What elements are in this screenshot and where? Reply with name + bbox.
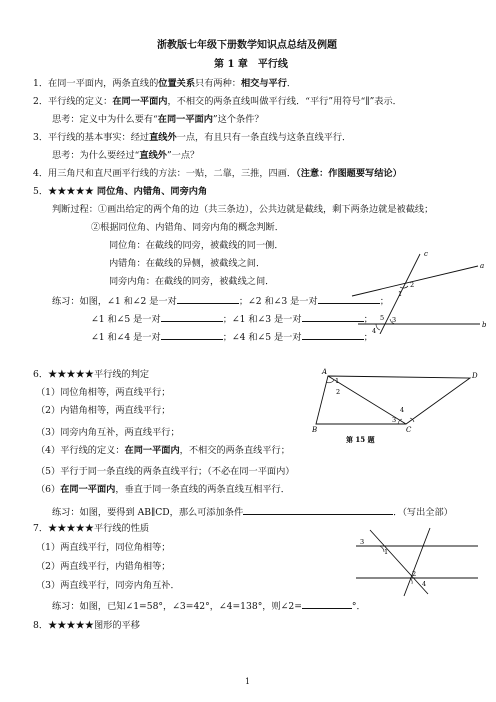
answer-blank[interactable] [177,294,239,304]
fig1-label: b [482,321,487,329]
fig1-label: 3 [392,316,397,324]
fig2-caption: 第 15 题 [346,435,375,444]
fig3-label: 4 [422,580,427,588]
answer-blank[interactable] [243,505,393,515]
fig3-label: 2 [412,570,417,578]
figure-parallel-lines [352,524,482,600]
chapter-heading: 第 1 章 平行线 [214,59,288,70]
answer-blank[interactable] [161,330,223,340]
page-number: 1 [245,677,251,686]
answer-blank[interactable] [302,599,352,609]
item-6-rule-3: （3）同旁内角互补，两直线平行； [36,427,180,438]
item-8: 8．★★★★★图形的平移 [33,620,140,631]
item-2-think: 思考：定义中为什么要有“在同一平面内”这个条件？ [52,114,264,125]
item-7: 7．★★★★★平行线的性质 [33,523,150,534]
item-7-rule-2: （2）两直线平行，内错角相等； [36,561,171,572]
item-4: 4．用三角尺和直尺画平行线的方法：一贴，二靠，三推，四画．（注意：作图题要写结论） [33,168,402,179]
figure-transversal [350,244,490,334]
item-5-exercise-3: ∠1 和∠4 是一对 ；∠4 和∠5 是一对 ； [91,332,373,343]
fig1-label: 5 [380,314,385,322]
item-7-exercise: 练习：如图，已知∠1=58°，∠3=42°，∠4=138°，则∠2= °． [52,601,366,612]
item-5-exercise-1: 练习：如图，∠1 和∠2 是一对 ；∠2 和∠3 是一对 ； [52,296,389,307]
item-7-rule-1: （1）两直线平行，同位角相等； [36,542,171,553]
figure-quadrilateral [312,366,482,446]
item-6-rule-4: （4）平行线的定义：在同一平面内，不相交的两条直线平行； [36,445,290,456]
answer-blank[interactable] [161,312,223,322]
fig2-label: 2 [336,388,341,396]
fig2-label: A [322,368,328,376]
item-5-corresponding: 同位角：在截线的同旁，被截线的同一侧． [109,240,284,251]
document-title: 浙教版七年级下册数学知识点总结及例题 [157,40,337,51]
fig1-label: 2 [410,281,415,289]
item-5-step2: ②根据同位角、内错角、同旁内角的概念判断． [91,222,284,233]
fig2-label: C [406,426,412,434]
item-7-rule-3: （3）两直线平行，同旁内角互补． [36,580,180,591]
item-5-exercise-2: ∠1 和∠5 是一对 ；∠1 和∠3 是一对 ； [91,314,373,325]
item-6-rule-6: （6）在同一平面内，垂直于同一条直线的两条直线互相平行． [36,484,290,495]
line-a [352,266,478,296]
item-5-alternate: 内错角：在截线的异侧，被截线之间． [109,258,266,269]
fig2-label: B [312,426,318,434]
item-2: 2．平行线的定义：在同一平面内，不相交的两条直线叫做平行线．“平行”用符号“∥”表示． [33,96,402,107]
fig3-label: 3 [360,538,365,546]
item-5: 5．★★★★★ 同位角、内错角、同旁内角 [33,186,208,197]
item-6-rule-2: （2）内错角相等，两直线平行； [36,405,171,416]
item-3: 3．平行线的基本事实：经过直线外一点，有且只有一条直线与这条直线平行． [33,132,352,143]
angle-arc [376,324,380,330]
fig3-label: 1 [384,548,389,556]
transversal-1 [370,530,428,594]
fig1-label: 1 [398,290,403,298]
fig2-label: 4 [400,406,405,414]
item-5-process: 判断过程：①画出给定的两个角的边（共三条边），公共边就是截线，剩下两条边就是被截线； [52,204,434,215]
item-6-rule-5: （5）平行于同一条直线的两条直线平行；（不必在同一平面内） [36,466,295,477]
fig1-label: c [424,250,428,258]
item-6-exercise: 练习：如图，要得到 AB∥CD，那么可添加条件 ．（写出全部） [52,507,453,518]
fig1-label: a [480,262,485,270]
item-5-interior: 同旁内角：在截线的同旁，被截线之间． [109,276,275,287]
fig1-label: 4 [372,327,377,334]
item-1: 1．在同一平面内，两条直线的位置关系只有两种：相交与平行． [33,78,297,89]
fig2-label: 1 [335,377,340,385]
item-3-think: 思考：为什么要经过“直线外”一点？ [52,150,200,161]
item-6-rule-1: （1）同位角相等，两直线平行； [36,387,171,398]
fig2-label: 3 [392,416,397,424]
fig2-label: D [472,372,478,380]
item-6: 6．★★★★★平行线的判定 [33,369,150,380]
